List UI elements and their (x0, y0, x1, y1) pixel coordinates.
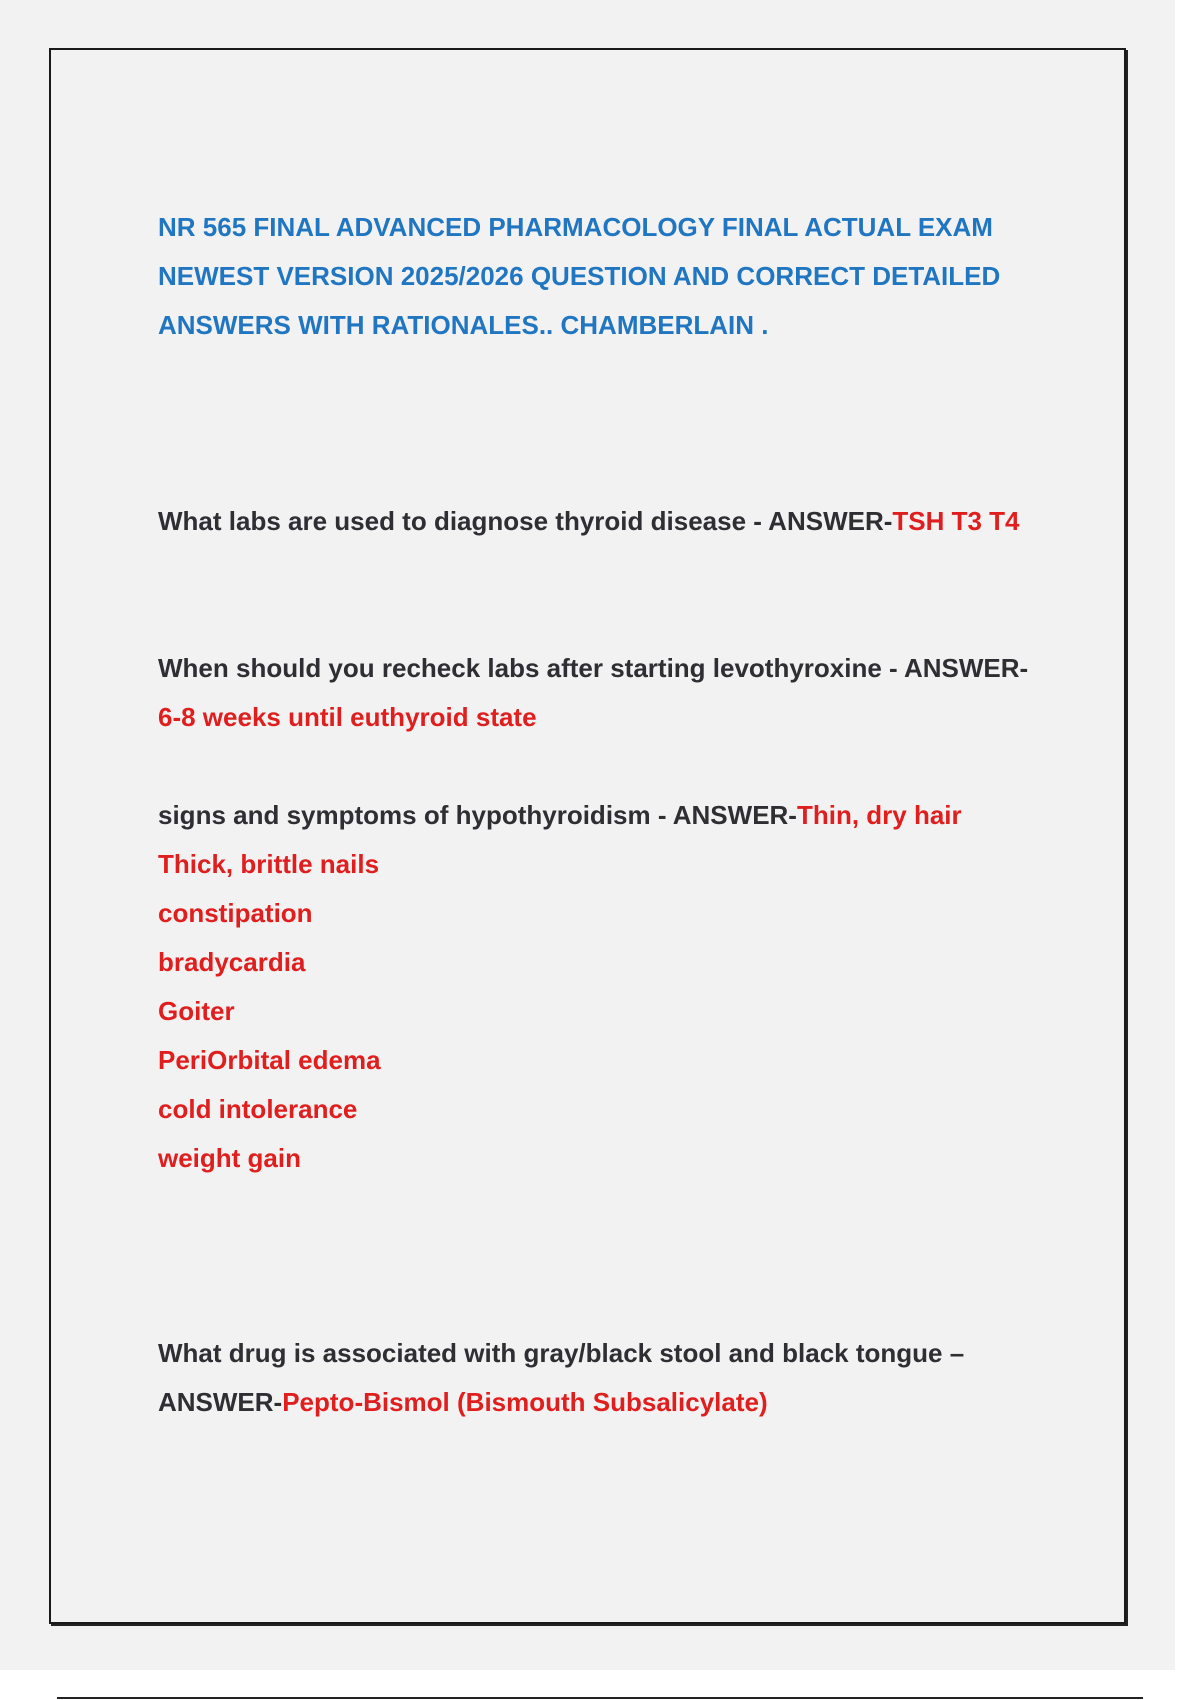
qa-item-hypothyroidism-symptoms (158, 791, 1038, 1183)
list-item: cold intolerance (158, 1094, 358, 1124)
question-text: What drug is associated with gray/black stool and black tongue – ANSWER- (158, 1338, 965, 1417)
page-divider (57, 1697, 1143, 1699)
question-text: signs and symptoms of hypothyroidism - ANSWER- (158, 800, 797, 830)
document-title: NR 565 FINAL ADVANCED PHARMACOLOGY FINAL ACTUAL EXAM NEWEST VERSION 2025/2026 QUESTION AND CORRECT DETAILED ANSWERS WITH RATIONALES.. CHAMBERLAIN . (158, 212, 1001, 340)
question-text: When should you recheck labs after starting levothyroxine - ANSWER- (158, 653, 1029, 683)
list-item: Goiter (158, 996, 235, 1026)
question-text: What labs are used to diagnose thyroid disease - ANSWER- (158, 506, 893, 536)
question-line (158, 791, 1038, 840)
list-item: weight gain (158, 1143, 301, 1173)
answer-text: Pepto-Bismol (Bismouth Subsalicylate) (282, 1387, 768, 1417)
list-item: Thick, brittle nails (158, 849, 380, 879)
qa-item-thyroid-labs (158, 497, 1038, 546)
qa-item-levothyroxine-recheck (158, 644, 1038, 742)
answer-text: 6-8 weeks until euthyroid state (158, 702, 537, 732)
symptom-list (158, 840, 1038, 1183)
answer-text: Thin, dry hair (796, 800, 962, 830)
list-item: bradycardia (158, 947, 306, 977)
answer-text: TSH T3 T4 (892, 506, 1020, 536)
qa-item-black-stool-drug (158, 1329, 1038, 1427)
list-item: PeriOrbital edema (158, 1045, 381, 1075)
list-item: constipation (158, 898, 313, 928)
